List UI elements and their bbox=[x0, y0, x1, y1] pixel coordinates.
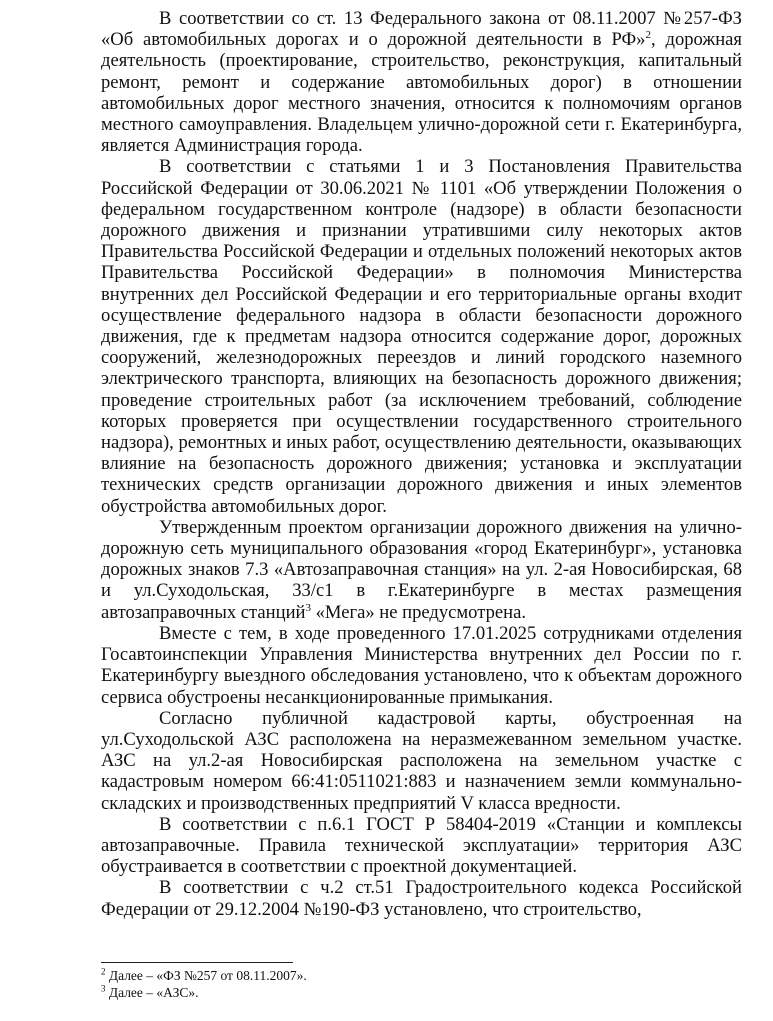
footnote-ref: 3 bbox=[305, 601, 311, 614]
footnote-divider bbox=[101, 962, 293, 963]
paragraph-traffic-project: Утвержденным проектом организации дорожного движения на улично-дорожную сеть муниципального образования «город Екатеринбург», установка дорожных знаков 7.3 «Автозаправочная станция» на ул. 2-ая Новосибирская, 68 и ул.Суходольская, 33/с1 в г.Екатеринбурге в местах размещения автозаправочных станций$^3$ «Мега» не предусмотрена. bbox=[101, 516, 742, 623]
paragraph-gost: В соответствии с п.6.1 ГОСТ Р 58404-2019 «Станции и комплексы автозаправочные. Правила технической эксплуатации» территория АЗС обустраивается в соответствии с проектной документацией. bbox=[101, 813, 742, 878]
footnote-item: $^3$ Далее – «АЗС». bbox=[101, 983, 199, 1000]
document-body bbox=[101, 8, 742, 920]
paragraph-road-activity: В соответствии со ст. 13 Федерального закона от 08.11.2007 №257-ФЗ «Об автомобильных дорогах и о дорожной деятельности в РФ»$^2$, дорожная деятельность (проектирование, строительство, реконструкция, капитальный ремонт, ремонт и содержание автомобильных дорог) в отношении автомобильных дорог местного значения, относится к полномочиям органов местного самоуправления. Владельцем улично-дорожной сети г. Екатеринбурга, является Администрация города. bbox=[101, 8, 742, 157]
paragraph-inspection: Вместе с тем, в ходе проведенного 17.01.2025 сотрудниками отделения Госавтоинспекции Управления Министерства внутренних дел России по г. Екатеринбургу выездного обследования установлено, что к объектам дорожного сервиса обустроены несанкционированные примыкания. bbox=[101, 622, 742, 708]
paragraph-urban-code: В соответствии с ч.2 ст.51 Градостроительного кодекса Российской Федерации от 29.12.2004 №190-ФЗ установлено, что строительство, bbox=[101, 877, 742, 920]
footnote-item: $^2$ Далее – «ФЗ №257 от 08.11.2007». bbox=[101, 966, 307, 983]
footnote-ref: 2 bbox=[645, 29, 651, 42]
footnotes bbox=[101, 962, 742, 1001]
paragraph-cadastral-map: Согласно публичной кадастровой карты, обустроенная на ул.Суходольской АЗС расположена на неразмежеванном земельном участке. АЗС на ул.2-ая Новосибирская расположена на земельном участке с кадастровым номером 66:41:0511021:883 и назначением земли коммунально-складских и производственных предприятий V класса вредности. bbox=[101, 707, 742, 814]
paragraph-government-decree: В соответствии с статьями 1 и 3 Постановления Правительства Российской Федерации от 30.06.2021 № 1101 «Об утверждении Положения о федеральном государственном контроле (надзоре) в области безопасности дорожного движения и признании утратившими силу некоторых актов Правительства Российской Федерации и отдельных положений некоторых актов Правительства Российской Федерации» в полномочия Министерства внутренних дел Российской Федерации и его территориальные органы входит осуществление федерального надзора в области безопасности дорожного движения, где к предметам надзора относится содержание дорог, дорожных сооружений, железнодорожных переездов и линий городского наземного электрического транспорта, влияющих на безопасность дорожного движения; проведение строительных работ (за исключением требований, соблюдение которых проверяется при осуществлении государственного строительного надзора), ремонтных и иных работ, осуществлению деятельности, оказывающих влияние на безопасность дорожного движения; установка и эксплуатации технических средств организации дорожного движения и иных элементов обустройства автомобильных дорог. bbox=[101, 156, 742, 517]
